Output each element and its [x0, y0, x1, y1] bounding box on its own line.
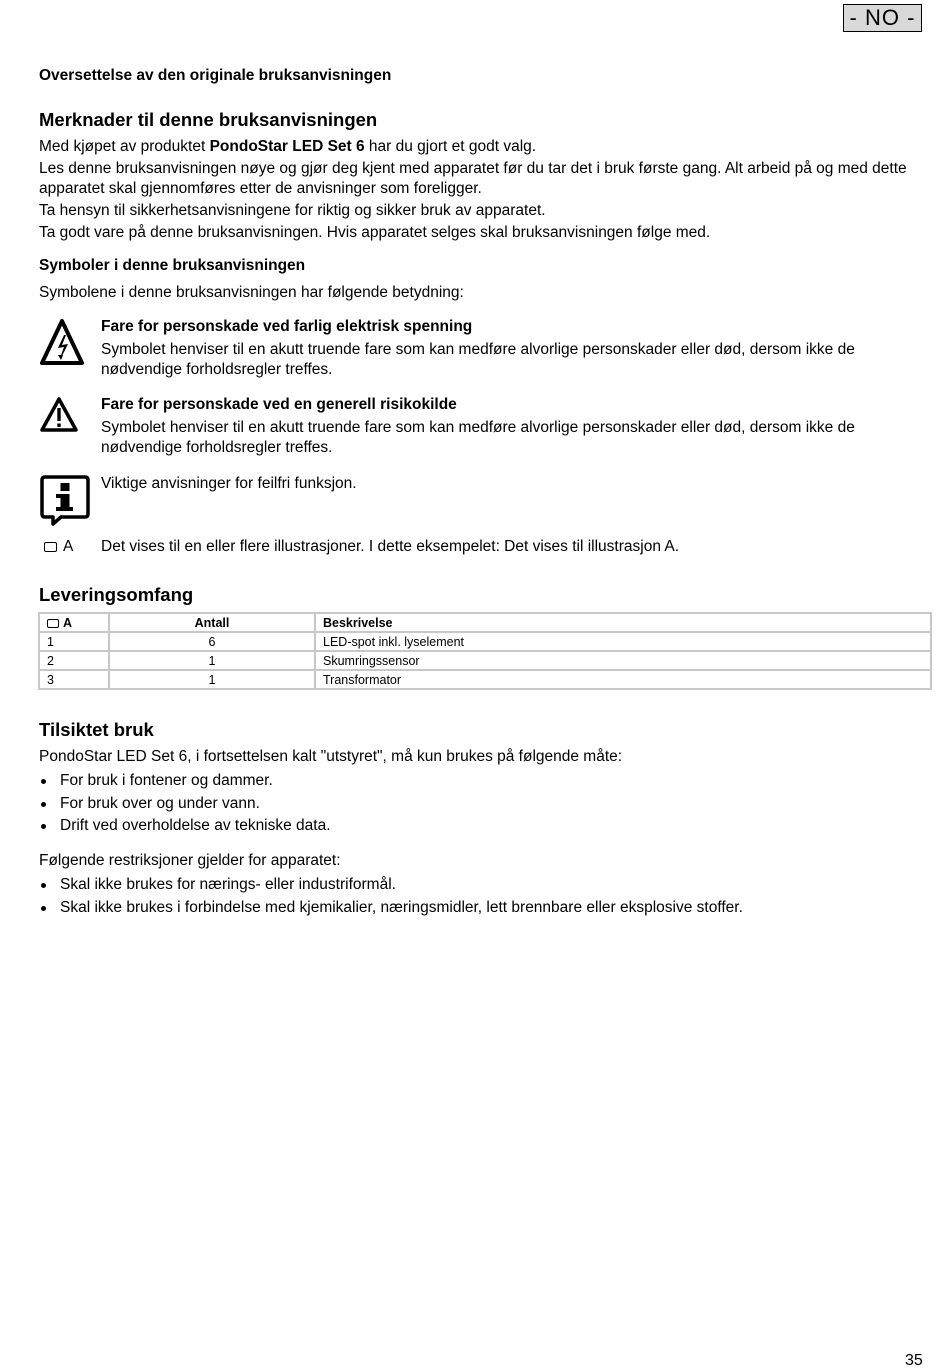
symbols-intro: Symbolene i denne bruksanvisningen har følgende betydning:	[39, 284, 464, 301]
illustration-ref-label: A	[63, 538, 74, 555]
column-description: Beskrivelse	[316, 614, 930, 631]
scope-table	[38, 612, 932, 690]
illustration-ref-key	[44, 537, 73, 557]
notes-paragraph-3: Ta hensyn til sikkerhetsanvisningene for riktig og sikker bruk av apparatet.	[39, 202, 546, 219]
cell-quantity: 1	[110, 652, 314, 669]
electric-hazard-icon	[39, 318, 85, 368]
column-ref	[40, 614, 108, 631]
page-number: 35	[905, 1352, 923, 1369]
p1-prefix: Med kjøpet av produktet	[39, 138, 210, 155]
list-item: For bruk over og under vann.	[39, 793, 919, 816]
table-row	[40, 671, 930, 688]
illustration-ref-icon	[44, 542, 57, 552]
table-row	[40, 652, 930, 669]
column-quantity: Antall	[110, 614, 314, 631]
cell-quantity: 6	[110, 633, 314, 650]
scope-table-header	[40, 614, 930, 631]
symbol-title-general: Fare for personskade ved en generell risikokilde	[101, 396, 457, 413]
info-icon	[39, 474, 91, 526]
list-item: Drift ved overholdelse av tekniske data.	[39, 815, 919, 838]
table-row	[40, 633, 930, 650]
cell-ref: 3	[40, 671, 108, 688]
product-name: PondoStar LED Set 6	[209, 138, 365, 155]
list-item: Skal ikke brukes for nærings- eller industriformål.	[39, 874, 919, 897]
cell-description: Transformator	[316, 671, 930, 688]
scope-heading: Leveringsomfang	[39, 584, 194, 605]
notes-heading: Merknader til denne bruksanvisningen	[39, 109, 378, 130]
illustration-ref-icon	[47, 619, 59, 628]
symbol-title-electric: Fare for personskade ved farlig elektrisk spenning	[101, 318, 473, 335]
restrictions-intro: Følgende restriksjoner gjelder for apparatet:	[39, 852, 341, 869]
illustration-ref-text: Det vises til en eller flere illustrasjoner. I dette eksempelet: Det vises til illustrasjon A.	[101, 538, 680, 555]
symbols-heading: Symboler i denne bruksanvisningen	[39, 257, 306, 274]
intended-use-intro: PondoStar LED Set 6, i fortsettelsen kalt "utstyret", må kun brukes på følgende måte:	[39, 748, 623, 765]
general-warning-icon	[39, 395, 79, 435]
notes-paragraph-4: Ta godt vare på denne bruksanvisningen. Hvis apparatet selges skal bruksanvisningen følge med.	[39, 224, 711, 241]
notes-paragraph-1	[39, 137, 919, 157]
symbol-text-info: Viktige anvisninger for feilfri funksjon.	[101, 475, 357, 492]
list-item: For bruk i fontener og dammer.	[39, 770, 919, 793]
language-tab: - NO -	[843, 4, 922, 32]
restrictions-list	[39, 874, 919, 919]
symbol-text-general: Symbolet henviser til en akutt truende fare som kan medføre alvorlige personskader eller død, dersom ikke de nødvendige forholdsregler treffes.	[101, 419, 855, 456]
translation-note: Oversettelse av den originale bruksanvisningen	[39, 67, 392, 84]
cell-description: Skumringssensor	[316, 652, 930, 669]
cell-ref: 1	[40, 633, 108, 650]
p1-suffix: har du gjort et godt valg.	[364, 138, 537, 155]
uses-list	[39, 770, 919, 838]
notes-paragraph-2: Les denne bruksanvisningen nøye og gjør deg kjent med apparatet før du tar det i bruk første gang. Alt arbeid på og med dette apparatet skal gjennomføres etter de anvisninger som foreligger.	[39, 160, 907, 197]
list-item: Skal ikke brukes i forbindelse med kjemikalier, næringsmidler, lett brennbare eller eksplosive stoffer.	[39, 897, 919, 920]
intended-use-heading: Tilsiktet bruk	[39, 719, 154, 740]
cell-ref: 2	[40, 652, 108, 669]
cell-quantity: 1	[110, 671, 314, 688]
symbol-text-electric: Symbolet henviser til en akutt truende fare som kan medføre alvorlige personskader eller død, dersom ikke de nødvendige forholdsregler treffes.	[101, 341, 855, 378]
column-ref-label: A	[63, 615, 73, 630]
cell-description: LED-spot inkl. lyselement	[316, 633, 930, 650]
